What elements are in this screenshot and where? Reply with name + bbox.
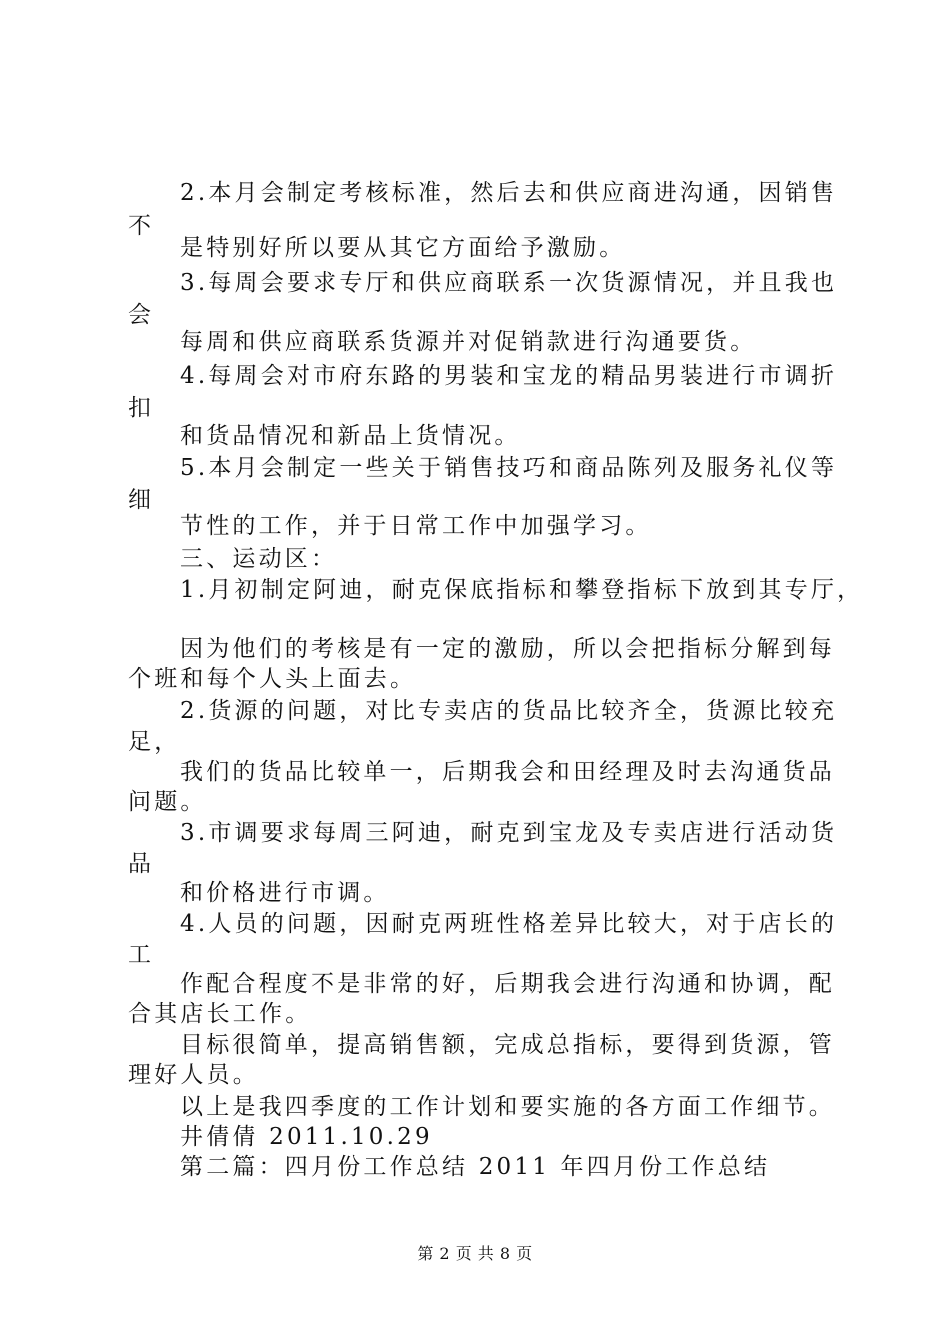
text-line: 个班和每个人头上面去。 — [128, 666, 417, 692]
text-line: 3.每周会要求专厅和供应商联系一次货源情况，并且我也 — [180, 270, 838, 296]
text-line: 问题。 — [128, 789, 207, 815]
text-line: 扣 — [128, 395, 155, 421]
text-line: 会 — [128, 302, 155, 328]
text-line: 是特别好所以要从其它方面给予激励。 — [180, 235, 626, 261]
text-line: 我们的货品比较单一，后期我会和田经理及时去沟通货品 — [180, 759, 835, 785]
text-line: 目标很简单，提高销售额，完成总指标，要得到货源，管 — [180, 1032, 835, 1058]
text-line: 3.市调要求每周三阿迪，耐克到宝龙及专卖店进行活动货 — [180, 820, 838, 846]
section-heading: 三、运动区： — [180, 546, 338, 572]
text-line: 每周和供应商联系货源并对促销款进行沟通要货。 — [180, 329, 757, 355]
text-line: 作配合程度不是非常的好，后期我会进行沟通和协调，配 — [180, 971, 835, 997]
text-line: 2.货源的问题，对比专卖店的货品比较齐全，货源比较充 — [180, 698, 838, 724]
text-line: 4.人员的问题，因耐克两班性格差异比较大，对于店长的 — [180, 911, 838, 937]
text-line: 工 — [128, 942, 155, 968]
text-line: 合其店长工作。 — [128, 1001, 312, 1027]
text-line: 2.本月会制定考核标准，然后去和供应商进沟通，因销售 — [180, 180, 838, 206]
text-line: 以上是我四季度的工作计划和要实施的各方面工作细节。 — [180, 1094, 835, 1120]
text-line: 理好人员。 — [128, 1062, 259, 1088]
text-line: 1.月初制定阿迪，耐克保底指标和攀登指标下放到其专厅， — [180, 577, 864, 603]
text-line: 和货品情况和新品上货情况。 — [180, 423, 521, 449]
section-heading: 第二篇：四月份工作总结 2011 年四月份工作总结 — [180, 1154, 771, 1180]
text-line: 不 — [128, 213, 155, 239]
text-line: 节性的工作，并于日常工作中加强学习。 — [180, 513, 652, 539]
signature-date: 井倩倩 2011.10.29 — [180, 1124, 433, 1150]
text-line: 细 — [128, 487, 155, 513]
text-line: 足， — [128, 729, 181, 755]
text-line: 4.每周会对市府东路的男装和宝龙的精品男装进行市调折 — [180, 363, 838, 389]
text-line: 和价格进行市调。 — [180, 880, 390, 906]
text-line: 品 — [128, 851, 155, 877]
text-line: 因为他们的考核是有一定的激励，所以会把指标分解到每 — [180, 636, 835, 662]
page-number: 第 2 页 共 8 页 — [417, 1244, 533, 1263]
text-line: 5.本月会制定一些关于销售技巧和商品陈列及服务礼仪等 — [180, 455, 838, 481]
